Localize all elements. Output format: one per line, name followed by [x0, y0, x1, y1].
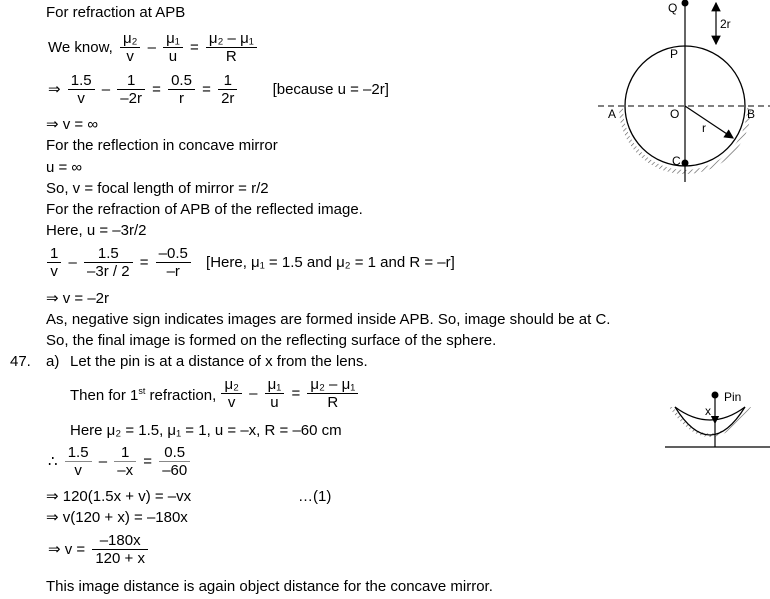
fraction: $\frac{\text{μ₂}}{v}$	[120, 30, 140, 65]
label-p: P	[670, 47, 679, 61]
here-note: [Here, μ₁ = 1.5 and μ₂ = 1 and R = –r]	[206, 253, 455, 271]
point-c	[682, 160, 689, 167]
label-q: Q	[668, 1, 678, 15]
text-line: So, the final image is formed on the reflecting surface of the sphere.	[46, 332, 497, 349]
text-line: Let the pin is at a distance of x from the lens.	[70, 353, 368, 370]
label-a: A	[608, 107, 617, 121]
text-line: For the reflection in concave mirror	[46, 137, 278, 154]
we-know-label: We know,	[48, 38, 113, 56]
refraction-equation-1: ⇒ $\frac{1.5}{v}$ – $\frac{1}{-2r}$ = $\frac{0.5}{r}$ = $\frac{1}{2r}$ [because u = –2r]	[48, 72, 389, 107]
v-result-line: ⇒ v = $\frac{-180x}{120 + x}$	[46, 532, 149, 567]
label-r: r	[702, 121, 706, 135]
fraction: $\frac{\text{μ₁}}{u}$	[163, 30, 183, 65]
text-line: Here μ₂ = 1.5, μ₁ = 1, u = –x, R = –60 cm	[70, 422, 342, 439]
question-number: 47.	[10, 353, 31, 370]
label-x: x	[705, 404, 711, 418]
text-line: This image distance is again object distance for the concave mirror.	[46, 578, 493, 595]
label-b: B	[747, 107, 756, 121]
question-part: a)	[46, 353, 60, 370]
label-2r: 2r	[720, 17, 731, 31]
label-pin: Pin	[724, 390, 742, 404]
pin-lens-diagram	[665, 385, 770, 455]
sphere-mirror-diagram	[590, 0, 770, 185]
point-q	[682, 0, 689, 7]
text-line: ⇒ v = –2r	[46, 290, 110, 307]
text-line: So, v = focal length of mirror = r/2	[46, 180, 269, 197]
heading-refraction-apb: For refraction at APB	[46, 4, 186, 21]
first-refraction-line: Then for 1st refraction, $\frac{\text{μ₂}}{v}$ – $\frac{\text{μ₁}}{u}$ = $\frac{\text{μ₂ – μ₁}}{R}$	[70, 376, 359, 411]
lens-formula-line: We know, $\frac{\text{μ₂}}{v}$ – $\frac{\text{μ₁}}{u}$ = $\frac{\text{μ₂ – μ₁}}{R}$	[46, 30, 258, 65]
text-line: u = ∞	[46, 159, 83, 176]
label-o: O	[670, 107, 680, 121]
equation-tag: …(1)	[298, 488, 332, 505]
text-line: ⇒ 120(1.5x + v) = –vx	[46, 488, 192, 505]
because-note: [because u = –2r]	[272, 80, 389, 98]
text-line: Here, u = –3r/2	[46, 222, 147, 239]
fraction: $\frac{\text{μ₂ – μ₁}}{R}$	[206, 30, 257, 65]
text-line: ⇒ v = ∞	[46, 116, 99, 133]
text-line: ⇒ v(120 + x) = –180x	[46, 509, 188, 526]
pin-equation: ∴ $\frac{1.5}{v}$ – $\frac{1}{-x}$ = $\frac{0.5}{-60}$	[46, 444, 191, 479]
label-c: C	[672, 154, 681, 168]
text-line: As, negative sign indicates images are formed inside APB. So, image should be at C.	[46, 311, 611, 328]
radius-arrow	[685, 106, 733, 138]
refraction-equation-2: $\frac{1}{v}$ – $\frac{1.5}{-3r / 2}$ = $\frac{-0.5}{-r}$ [Here, μ₁ = 1.5 and μ₂ = 1 and R = –r]	[46, 245, 457, 280]
text-line: For the refraction of APB of the reflected image.	[46, 201, 363, 218]
